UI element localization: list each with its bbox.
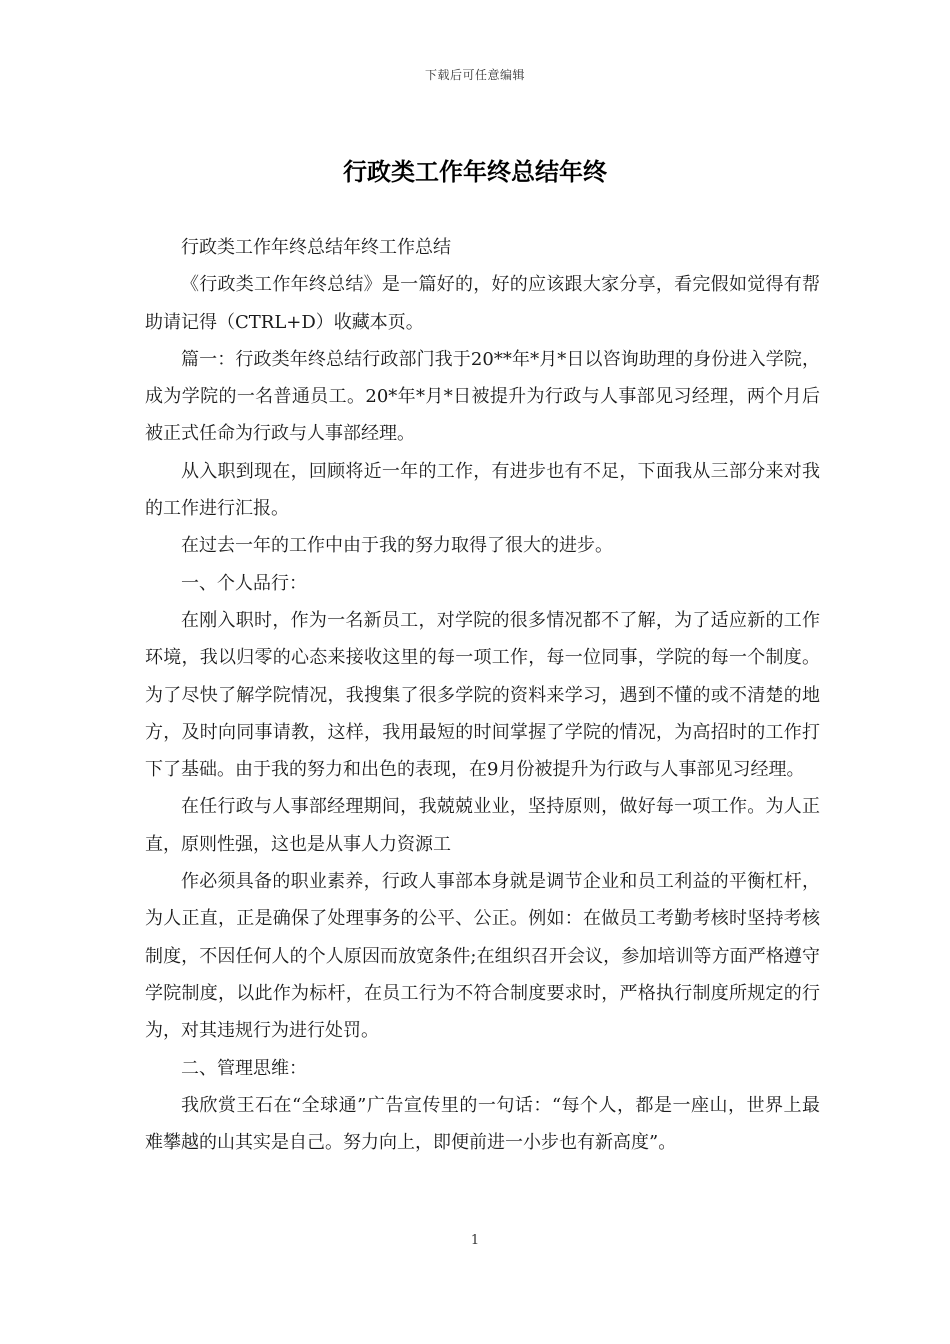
paragraph: 在任行政与人事部经理期间，我兢兢业业，坚持原则，做好每一项工作。为人正直，原则性强，这也是从事人力资源工 — [145, 796, 820, 855]
paragraph: 从入职到现在，回顾将近一年的工作，有进步也有不足，下面我从三部分来对我的工作进行汇报。 — [145, 460, 820, 520]
header-note: 下载后可任意编辑 — [424, 68, 525, 82]
paragraph: 行政类工作年终总结年终工作总结 — [181, 237, 451, 258]
section-heading: 一、个人品行： — [181, 572, 307, 594]
paragraph: 篇一：行政类年终总结行政部门我于20**年*月*日以咨询助理的身份进入学院，成为学院的一名普通员工。20*年*月*日被提升为行政与人事部见习经理，两个月后被正式任命为行政与人事部经理。 — [145, 348, 820, 445]
paragraph: 在过去一年的工作中由于我的努力取得了很大的进步。 — [181, 535, 613, 557]
section-heading: 二、管理思维： — [181, 1057, 307, 1079]
paragraph: 作必须具备的职业素养，行政人事部本身就是调节企业和员工利益的平衡杠杆，为人正直，正是确保了处理事务的公平、公正。例如：在做员工考勤考核时坚持考核制度，不因任何人的个人原因而放宽条件;在组织召开会议，参加培训等方面严格遵守学院制度，以此作为标杆，在员工行为不符合制度要求时，严格执行制度所规定的行为，对其违规行为进行处罚。 — [145, 871, 820, 1042]
paragraph: 《行政类工作年终总结》是一篇好的，好的应该跟大家分享，看完假如觉得有帮助请记得（CTRL+D）收藏本页。 — [145, 274, 820, 333]
document-body — [145, 229, 820, 1161]
document-title: 行政类工作年终总结年终 — [343, 157, 607, 186]
paragraph: 我欣赏王石在“全球通”广告宣传里的一句话：“每个人，都是一座山，世界上最难攀越的山其实是自己。努力向上，即便前进一小步也有新高度”。 — [145, 1094, 820, 1154]
page-number: 1 — [470, 1233, 480, 1248]
paragraph: 在刚入职时，作为一名新员工，对学院的很多情况都不了解，为了适应新的工作环境，我以归零的心态来接收这里的每一项工作，每一位同事，学院的每一个制度。为了尽快了解学院情况，我搜集了很多学院的资料来学习，遇到不懂的或不清楚的地方，及时向同事请教，这样，我用最短的时间掌握了学院的情况，为高招时的工作打下了基础。由于我的努力和出色的表现，在9月份被提升为行政与人事部见习经理。 — [145, 609, 820, 781]
